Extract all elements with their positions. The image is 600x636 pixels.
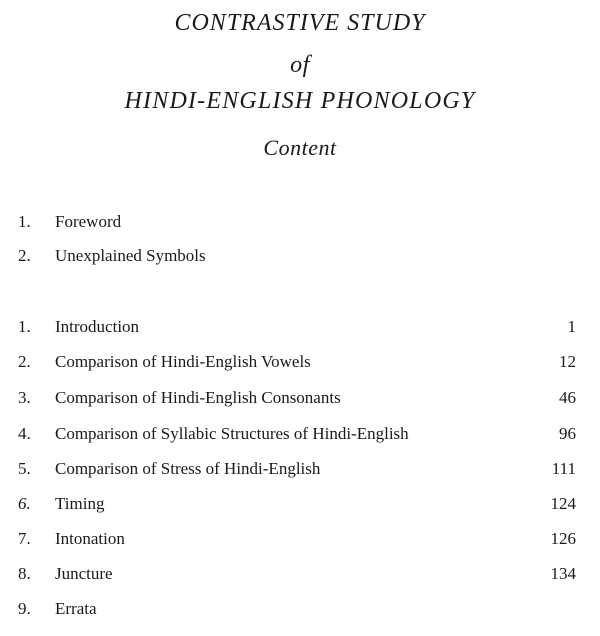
chapter-item-9 (0, 599, 600, 625)
chapter-item-6 (0, 494, 600, 520)
chapter-page: 124 (550, 494, 576, 513)
chapter-title: Comparison of Stress of Hindi-English (55, 459, 321, 478)
chapter-page: 46 (559, 388, 576, 407)
chapter-page: 1 (567, 317, 576, 336)
chapter-number: 4. (18, 424, 31, 443)
chapter-number: 8. (18, 564, 31, 583)
chapter-title: Juncture (55, 564, 113, 583)
chapter-page: 134 (550, 564, 576, 583)
chapter-item-5 (0, 459, 600, 485)
item-number: 2. (18, 246, 31, 265)
chapter-number: 5. (18, 459, 31, 478)
chapter-page: 96 (559, 424, 576, 443)
chapter-number: 7. (18, 529, 31, 548)
front-matter-item-symbols (0, 246, 600, 272)
chapter-page: 12 (559, 352, 576, 371)
chapter-item-7 (0, 529, 600, 555)
item-label: Unexplained Symbols (55, 246, 206, 265)
chapter-item-8 (0, 564, 600, 590)
title-line-2: of (290, 52, 310, 78)
chapter-title: Introduction (55, 317, 140, 336)
item-number: 1. (18, 212, 31, 231)
chapter-title: Comparison of Hindi-English Vowels (55, 352, 311, 371)
chapter-number: 1. (18, 317, 31, 336)
content-heading: Content (263, 135, 337, 160)
chapter-title: Errata (55, 599, 97, 618)
chapter-title: Comparison of Syllabic Structures of Hindi-English (55, 424, 409, 443)
chapter-number: 9. (18, 599, 31, 618)
chapter-title: Timing (55, 494, 105, 513)
title-line-1: CONTRASTIVE STUDY (174, 10, 426, 36)
chapter-title: Comparison of Hindi-English Consonants (55, 388, 341, 407)
chapter-item-2 (0, 352, 600, 378)
chapter-item-1 (0, 317, 600, 343)
title-line-3: HINDI-ENGLISH PHONOLOGY (124, 88, 476, 114)
item-label: Foreword (55, 212, 122, 231)
front-matter-item-foreword (0, 212, 600, 238)
chapter-item-4 (0, 424, 600, 450)
chapter-title: Intonation (55, 529, 125, 548)
chapter-item-3 (0, 388, 600, 414)
chapter-page: 111 (551, 459, 576, 478)
chapter-number: 3. (18, 388, 31, 407)
chapter-page: 126 (550, 529, 576, 548)
chapter-number: 6. (18, 494, 31, 513)
chapter-number: 2. (18, 352, 31, 371)
